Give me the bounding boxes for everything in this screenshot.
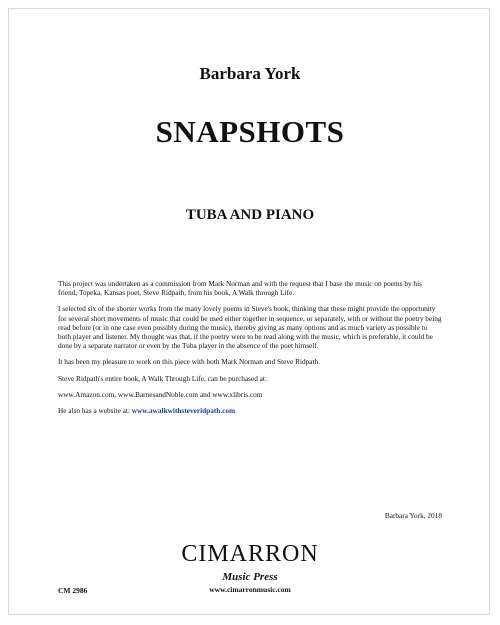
catalog-code: CM 2986 <box>58 586 88 595</box>
piece-title: SNAPSHOTS <box>155 114 345 149</box>
publisher-url: www.cimarronmusic.com <box>209 585 291 594</box>
paragraph-1: This project was undertaken as a commission from Mark Norman and with the request that I base the music on poems by his friend, Topeka, Kansas poet, Steve Ridpath, from his book, A Walk through Life. <box>58 279 422 298</box>
paragraph-5: www.Amazon.com, www.BarnesandNoble.com and www.xlibris.com <box>58 389 263 399</box>
website-line <box>58 406 442 415</box>
website-link[interactable]: www.awalkwithsteveridpath.com <box>131 406 236 416</box>
website-intro: He also has a website at: <box>58 406 130 416</box>
preface-text <box>58 279 442 422</box>
paragraph-3: It has been my pleasure to work on this piece with both Mark Norman and Steve Ridpath. <box>58 357 321 367</box>
signature: Barbara York, 2018 <box>384 511 442 520</box>
publisher-logo-subtitle: Music Press <box>222 571 278 583</box>
paragraph-4: Steve Ridpath's entire book, A Walk Through Life, can be purchased at: <box>58 373 267 383</box>
publisher-logo-name: CIMARRON <box>181 541 319 567</box>
instrumentation: TUBA AND PIANO <box>185 207 315 223</box>
composer-name: Barbara York <box>199 64 301 83</box>
paragraph-2: I selected six of the shorter works from the many lovely poems in Steve's book, thinking that these might provide the opportunity for several short movements of music that could be used either together in sequence, or separately, with or without the poetry being read before (or in one case even possibly during the music), thereby giving as many options and as much variety as possible to both player and listener. My thought was that, if the poetry were to be read along with the music, which is preferable, it could be done by a separate narrator or even by the Tuba player in the absence of the poet himself. <box>58 304 442 351</box>
